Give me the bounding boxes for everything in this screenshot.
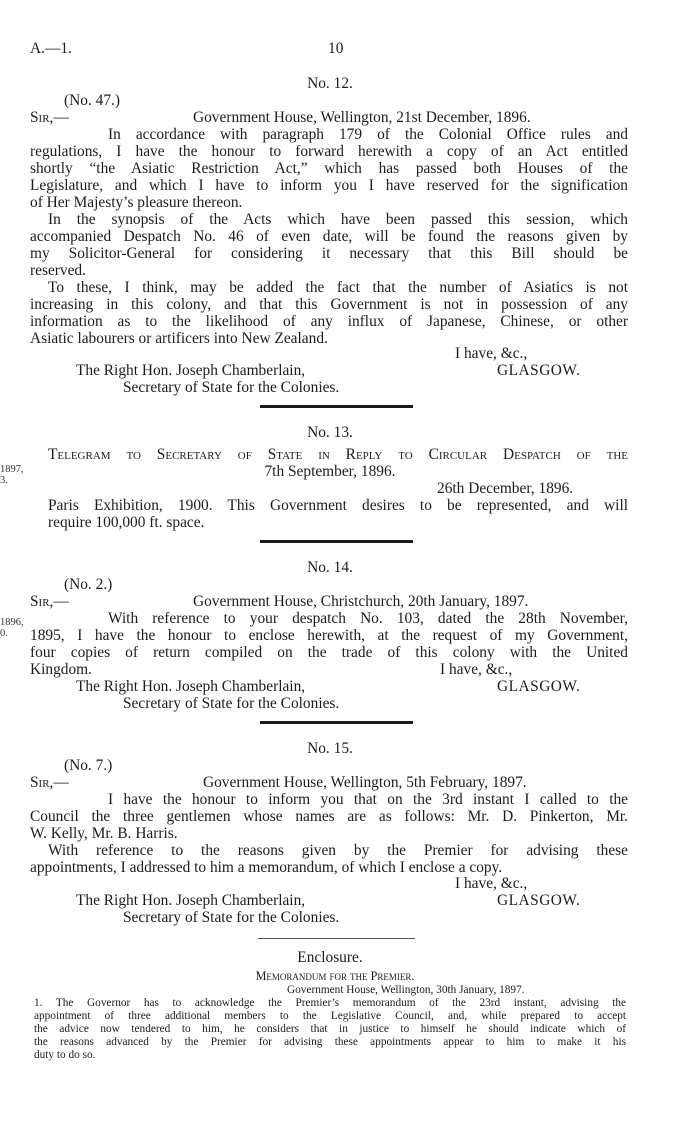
addressee: The Right Hon. Joseph Chamberlain, [76, 362, 306, 379]
section-divider [260, 540, 413, 543]
paragraph-line: Council the three gentlemen whose names are as follows: Mr. D. Pinkerton, Mr. [30, 808, 628, 825]
paragraph-line: I have the honour to inform you that on the 3rd instant I called to the [108, 791, 628, 808]
paragraph-line: 1895, I have the honour to enclose herewith, at the request of my Government, [30, 627, 628, 644]
telegram-body-line: Paris Exhibition, 1900. This Government desires to be represented, and will [48, 497, 628, 514]
margin-note: 1896, [0, 617, 24, 628]
memo-line: the reasons advanced by the Premier for advising these appointments appear to him to make it his [34, 1036, 626, 1048]
paragraph-line: my Solicitor-General for considering it necessary that this Bill should be [30, 245, 628, 262]
despatch-ref: (No. 2.) [64, 576, 113, 593]
paragraph-line: four copies of return compiled on the trade of this colony with the United [30, 644, 628, 661]
signature: GLASGOW. [497, 678, 581, 695]
paragraph-line: In accordance with paragraph 179 of the Colonial Office rules and [108, 126, 628, 143]
paragraph-line: With reference to the reasons given by the Premier for advising these [48, 842, 628, 859]
paragraph-line: shortly “the Asiatic Restriction Act,” which has passed both Houses of the [30, 160, 628, 177]
addressee: The Right Hon. Joseph Chamberlain, [76, 892, 306, 909]
signature: GLASGOW. [497, 892, 581, 909]
enclosure-heading: Enclosure. [297, 949, 363, 966]
memo-line: 1. The Governor has to acknowledge the Premier’s memorandum of the 23rd instant, advising the [34, 997, 626, 1009]
telegram-title: Telegram to Secretary of State in Reply to Circular Despatch of the [48, 446, 628, 463]
memo-line: the advice now tendered to him, he considers that in justice to himself he should indicate which of [34, 1023, 626, 1035]
section-divider [260, 721, 413, 724]
paragraph-line: With reference to your despatch No. 103, dated the 28th November, [108, 610, 628, 627]
section-heading: No. 12. [307, 75, 353, 92]
paragraph-line: accompanied Despatch No. 46 of even date, will be found the reasons given by [30, 228, 628, 245]
place-date: Government House, Christchurch, 20th January, 1897. [193, 593, 529, 610]
paragraph-line: Kingdom. [30, 661, 92, 678]
telegram-body-line: require 100,000 ft. space. [48, 514, 205, 531]
addressee-title: Secretary of State for the Colonies. [123, 695, 340, 712]
section-divider-thin [258, 938, 415, 939]
addressee-title: Secretary of State for the Colonies. [123, 379, 340, 396]
page-number: 10 [328, 40, 344, 57]
paragraph-line: To these, I think, may be added the fact that the number of Asiatics is not [48, 279, 628, 296]
paragraph-line: appointments, I addressed to him a memorandum, of which I enclose a copy. [30, 859, 503, 876]
memo-title: Memorandum for the Premier. [255, 969, 415, 983]
section-heading: No. 14. [307, 559, 353, 576]
margin-note: 0. [0, 628, 8, 639]
section-heading: No. 15. [307, 740, 353, 757]
paragraph-line: reserved. [30, 262, 86, 279]
closing: I have, &c., [440, 661, 513, 678]
paragraph-line: increasing in this colony, and that this Government is not in possession of any [30, 296, 628, 313]
closing: I have, &c., [455, 875, 528, 892]
addressee-title: Secretary of State for the Colonies. [123, 909, 340, 926]
salutation: Sir,— [30, 109, 69, 126]
paragraph-line: Legislature, and which I have to inform you I have reserved for the signification [30, 177, 628, 194]
place-date: Government House, Wellington, 21st December, 1896. [193, 109, 531, 126]
salutation: Sir,— [30, 593, 69, 610]
margin-note: 1897, [0, 464, 24, 475]
paragraph-line: regulations, I have the honour to forward herewith a copy of an Act entitled [30, 143, 628, 160]
memo-place-date: Government House, Wellington, 30th January, 1897. [287, 984, 525, 996]
telegram-date: 26th December, 1896. [437, 480, 574, 497]
paragraph-line: of Her Majesty’s pleasure thereon. [30, 194, 243, 211]
paragraph-line: information as to the likelihood of any influx of Japanese, Chinese, or other [30, 313, 628, 330]
memo-line: duty to do so. [34, 1049, 96, 1061]
addressee: The Right Hon. Joseph Chamberlain, [76, 678, 306, 695]
memo-line: appointment of three additional members to the Legislative Council, and, while prepared to accept [34, 1010, 626, 1022]
paragraph-line: W. Kelly, Mr. B. Harris. [30, 825, 178, 842]
paragraph-line: Asiatic labourers or artificers into New Zealand. [30, 330, 328, 347]
series-label: A.—1. [30, 40, 72, 57]
closing: I have, &c., [455, 345, 528, 362]
salutation: Sir,— [30, 774, 69, 791]
margin-note: 3. [0, 475, 8, 486]
section-divider [260, 405, 413, 408]
despatch-ref: (No. 47.) [64, 92, 120, 109]
telegram-title-date: 7th September, 1896. [264, 463, 396, 480]
despatch-ref: (No. 7.) [64, 757, 113, 774]
signature: GLASGOW. [497, 362, 581, 379]
place-date: Government House, Wellington, 5th February, 1897. [203, 774, 527, 791]
section-heading: No. 13. [307, 424, 353, 441]
paragraph-line: In the synopsis of the Acts which have been passed this session, which [48, 211, 628, 228]
